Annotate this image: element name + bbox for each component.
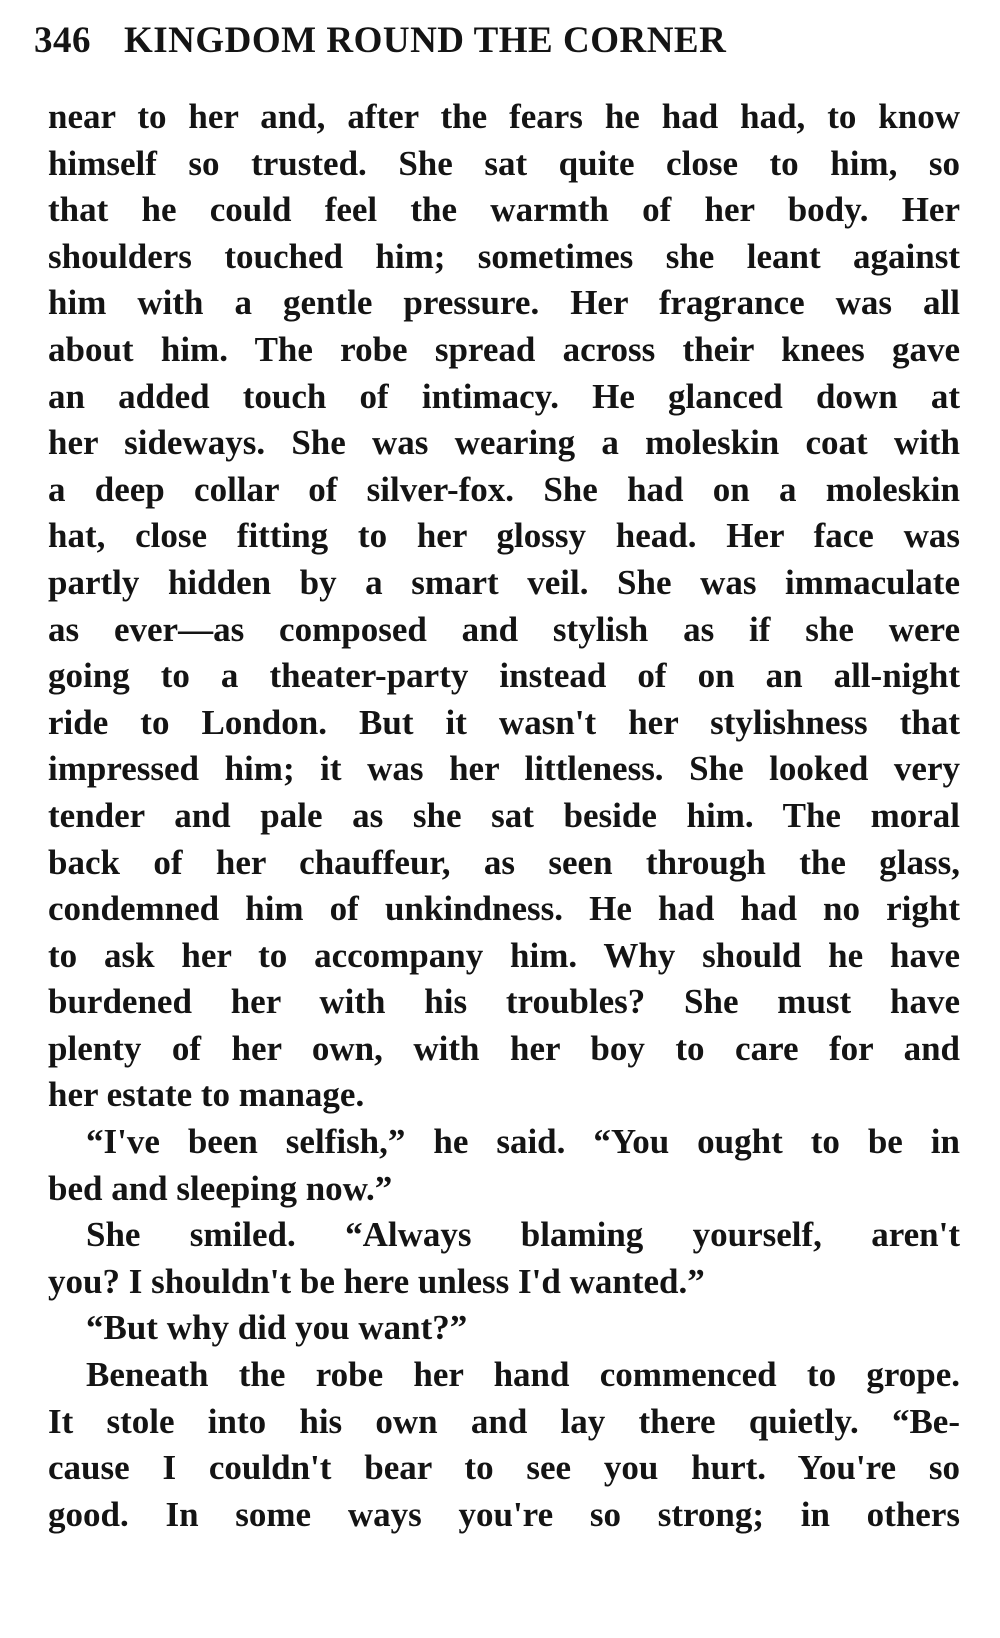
text-line: him with a gentle pressure. Her fragrance was all (48, 283, 960, 323)
text-line: about him. The robe spread across their knees gave (48, 329, 960, 369)
text-line: back of her chauffeur, as seen through the glass, (48, 842, 960, 882)
text-line: “I've been selfish,” he said. “You ought to be in (86, 1122, 960, 1162)
text-line: her estate to manage. (48, 1075, 365, 1115)
page-number: 346 (34, 20, 91, 61)
text-line: that he could feel the warmth of her body. Her (48, 190, 960, 230)
text-line: Beneath the robe her hand commenced to grope. (86, 1355, 960, 1395)
text-line: She smiled. “Always blaming yourself, aren't (86, 1215, 960, 1255)
body-text (48, 94, 960, 1538)
text-line: impressed him; it was her littleness. She looked very (48, 749, 960, 789)
running-title: KINGDOM ROUND THE CORNER (124, 20, 727, 61)
text-line: an added touch of intimacy. He glanced down at (48, 376, 960, 416)
text-line: cause I couldn't bear to see you hurt. You're so (48, 1448, 960, 1488)
text-line: plenty of her own, with her boy to care for and (48, 1028, 960, 1068)
text-line: her sideways. She was wearing a moleskin coat with (48, 423, 960, 463)
text-line: near to her and, after the fears he had had, to know (48, 97, 960, 136)
text-line: It stole into his own and lay there quietly. “Be- (48, 1401, 960, 1441)
text-line: burdened her with his troubles? She must have (48, 982, 960, 1022)
text-line: a deep collar of silver-fox. She had on a moleskin (48, 469, 960, 509)
text-line: bed and sleeping now.” (48, 1168, 393, 1208)
text-line: himself so trusted. She sat quite close to him, so (48, 143, 960, 183)
text-line: hat, close fitting to her glossy head. Her face was (48, 516, 960, 556)
text-line: shoulders touched him; sometimes she leant against (48, 236, 960, 276)
text-line: condemned him of unkindness. He had had no right (48, 889, 960, 929)
text-line: you? I shouldn't be here unless I'd wanted.” (48, 1261, 705, 1301)
text-line: partly hidden by a smart veil. She was immaculate (48, 562, 960, 602)
page-header (34, 16, 934, 66)
text-line: tender and pale as she sat beside him. The moral (48, 795, 960, 835)
text-line: going to a theater-party instead of on an all-night (48, 656, 960, 696)
text-line: to ask her to accompany him. Why should he have (48, 935, 960, 975)
text-line: “But why did you want?” (86, 1308, 468, 1348)
text-line: as ever—as composed and stylish as if she were (48, 609, 960, 649)
text-line: ride to London. But it wasn't her stylishness that (48, 702, 960, 742)
text-line: good. In some ways you're so strong; in others (48, 1494, 960, 1534)
